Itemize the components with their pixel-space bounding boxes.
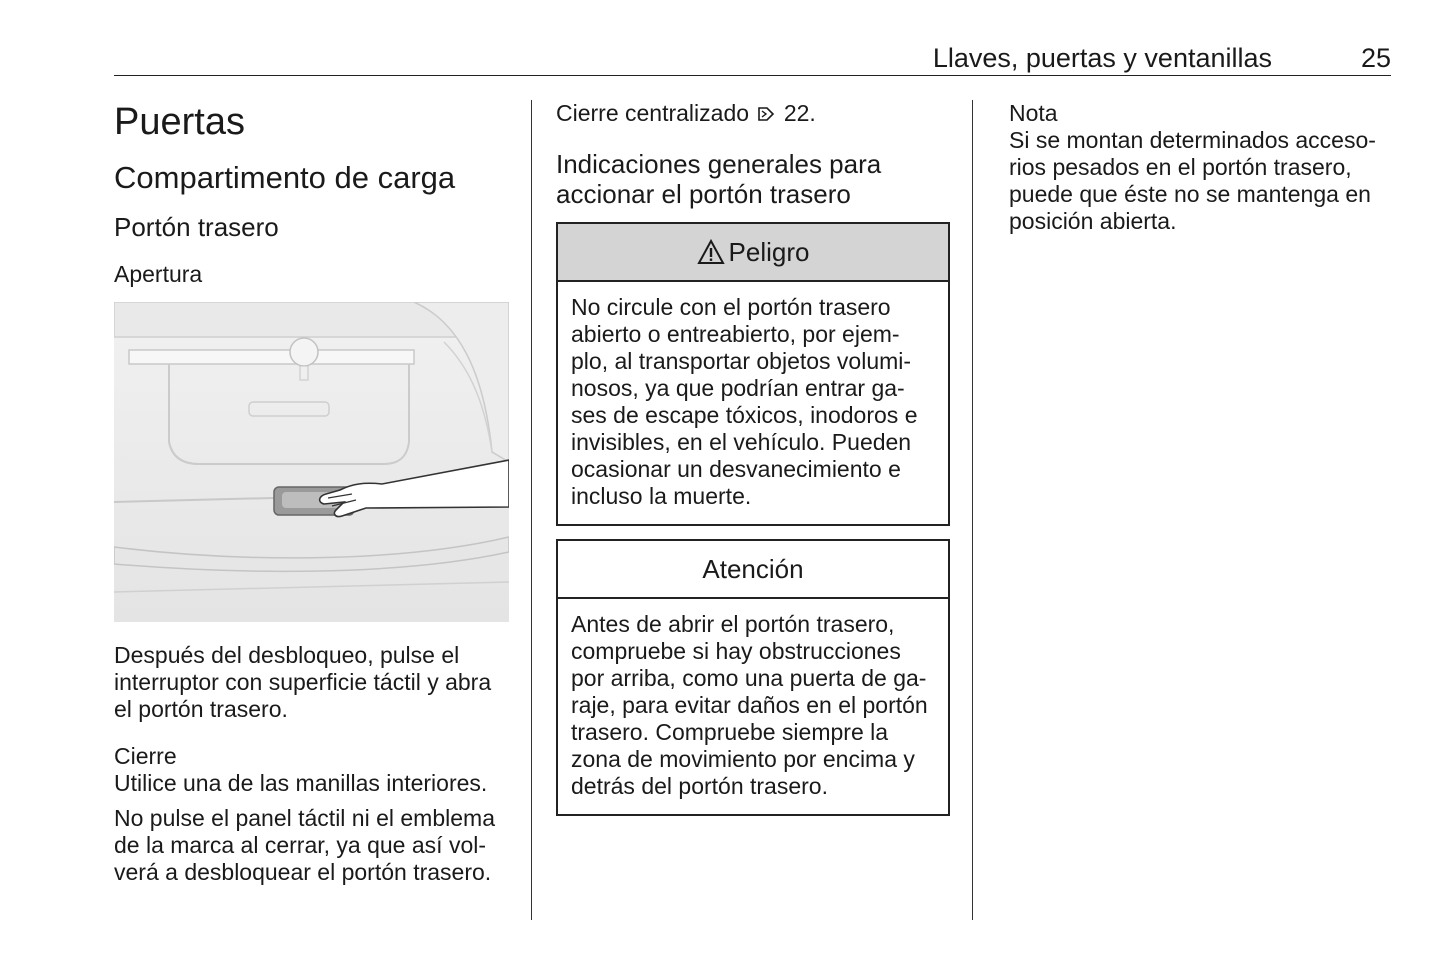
general-instructions-heading: Indicaciones generales para accionar el portón trasero — [556, 149, 882, 209]
closing-text-2: No pulse el panel táctil ni el emblema de la marca al cerrar, ya que así vol- verá a desbloquear el portón trasero. — [114, 805, 495, 885]
warning-triangle-icon — [697, 239, 725, 265]
cross-reference-page: 22. — [783, 100, 816, 126]
caution-text: Antes de abrir el portón trasero, compruebe si hay obstrucciones por arriba, como una puerta de ga- raje, para evitar daños en el portón trasero. Compruebe siempre la zona de movimiento por encima y detrás del portón trasero. — [571, 611, 928, 799]
danger-text: No circule con el portón trasero abierto o entreabierto, por ejem- plo, al transportar objetos volumi- nosos, ya que podrían entrar ga- ses de escape tóxicos, inodoros e invisibles, en el vehículo. Pueden ocasionar un desvanecimiento e incluso la muerte. — [571, 294, 918, 509]
page-title: Puertas — [114, 101, 245, 143]
cross-reference[interactable] — [556, 100, 950, 129]
opening-heading: Apertura — [114, 261, 203, 287]
danger-title: Peligro — [728, 236, 810, 267]
running-title: Llaves, puertas y ventanillas — [932, 43, 1272, 73]
header-rule — [114, 75, 1391, 76]
danger-title-bar — [558, 224, 948, 282]
danger-box — [556, 222, 950, 526]
closing-text-1: Utilice una de las manillas interiores. — [114, 770, 488, 796]
subsection-heading: Portón trasero — [114, 212, 279, 242]
column-2 — [556, 100, 950, 816]
note-text: Si se montan determinados acceso- rios pesados en el portón trasero, puede que éste no se mantenga en posición abierta. — [1009, 127, 1376, 234]
caution-box — [556, 539, 950, 816]
column-3 — [1009, 100, 1399, 235]
caution-title: Atención — [558, 541, 948, 599]
page-number: 25 — [1360, 43, 1391, 73]
car-tailgate-hand-illustration — [114, 302, 509, 622]
opening-text: Después del desbloqueo, pulse el interruptor con superficie táctil y abra el portón trasero. — [114, 642, 492, 722]
column-divider-2 — [972, 100, 973, 920]
section-heading: Compartimento de carga — [114, 160, 456, 195]
arrow-reference-icon — [757, 102, 775, 129]
note-heading: Nota — [1009, 100, 1058, 126]
cross-reference-label: Cierre centralizado — [556, 100, 750, 126]
closing-heading: Cierre — [114, 743, 177, 769]
column-1 — [114, 100, 514, 886]
column-divider-1 — [531, 100, 532, 920]
